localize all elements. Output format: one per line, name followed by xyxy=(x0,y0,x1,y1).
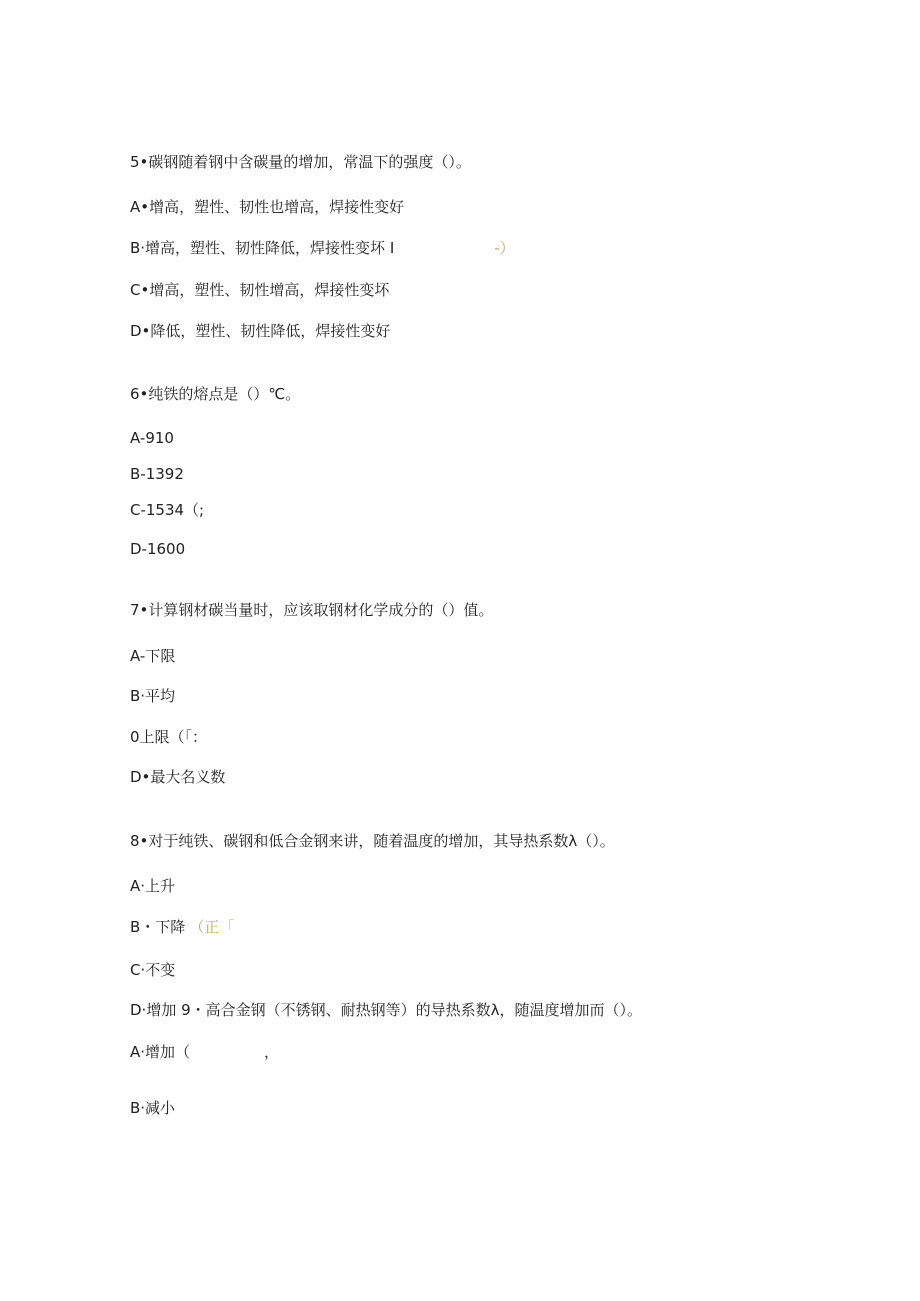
question-8-option-c: C·不变 xyxy=(130,961,176,979)
question-6-option-b: B-1392 xyxy=(130,465,184,483)
question-5-option-b xyxy=(130,238,515,258)
margin-mark: （正「 xyxy=(189,918,235,936)
question-7-option-a: A-下限 xyxy=(130,647,176,665)
question-6-option-a: A-910 xyxy=(130,429,174,447)
question-6-option-d: D-1600 xyxy=(130,540,186,558)
question-5-stem: 5•碳钢随着钢中含碳量的增加，常温下的强度（）。 xyxy=(130,153,471,171)
question-8-option-a: A·上升 xyxy=(130,877,176,895)
question-8-option-d: D·增加 9・高合金钢（不锈钢、耐热钢等）的导热系数λ，随温度增加而（）。 xyxy=(130,1001,643,1019)
option-a-text: A·增加（ xyxy=(130,1043,191,1061)
question-6-stem: 6•纯铁的熔点是（）℃。 xyxy=(130,385,301,403)
question-7-option-b: B·平均 xyxy=(130,687,176,705)
question-8-option-b xyxy=(130,917,234,937)
question-5-option-c: C•增高，塑性、韧性增高，焊接性变坏 xyxy=(130,281,390,299)
question-8-stem: 8•对于纯铁、碳钢和低合金钢来讲，随着温度的增加，其导热系数λ（）。 xyxy=(130,832,615,850)
question-5-option-a: A•增高，塑性、韧性也增高，焊接性变好 xyxy=(130,198,405,216)
option-b-text: B・下降 xyxy=(130,918,186,936)
margin-mark: -） xyxy=(494,239,515,257)
question-6-option-c: C-1534（; xyxy=(130,501,205,519)
question-9-option-b: B·减小 xyxy=(130,1099,176,1117)
question-7-option-c: 0上限（「： xyxy=(130,728,208,746)
option-b-text: B·增高，塑性、韧性降低，焊接性变坏 I xyxy=(130,239,395,257)
option-a-tail: ， xyxy=(264,1043,280,1061)
question-5-option-d: D•降低，塑性、韧性降低，焊接性变好 xyxy=(130,322,391,340)
question-7-option-d: D•最大名义数 xyxy=(130,768,226,786)
question-7-stem: 7•计算钢材碳当量时，应该取钢材化学成分的（）值。 xyxy=(130,601,494,619)
question-9-option-a xyxy=(130,1042,279,1062)
